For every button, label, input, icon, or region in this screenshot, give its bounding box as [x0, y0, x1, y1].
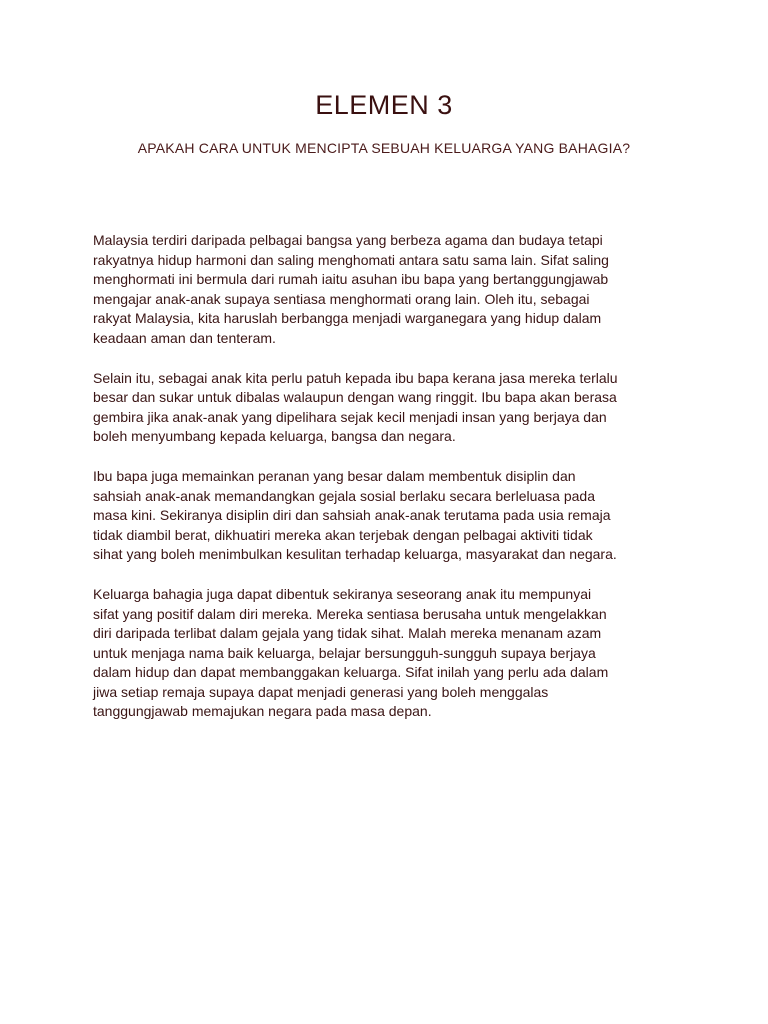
text-line: mengajar anak-anak supaya sentiasa menghormati orang lain. Oleh itu, sebagai	[93, 290, 590, 307]
text-line: dalam hidup dan dapat membanggakan keluarga. Sifat inilah yang perlu ada dalam	[93, 664, 609, 681]
paragraph-1	[93, 231, 683, 349]
text-line: jiwa setiap remaja supaya dapat menjadi generasi yang boleh menggalas	[93, 683, 549, 700]
text-line: untuk menjaga nama baik keluarga, belajar bersungguh-sungguh supaya berjaya	[93, 644, 596, 661]
text-line: tanggungjawab memajukan negara pada masa depan.	[93, 703, 432, 720]
text-line: rakyat Malaysia, kita haruslah berbangga menjadi warganegara yang hidup dalam	[93, 310, 602, 327]
document-title: ELEMEN 3	[315, 90, 453, 120]
text-line: Keluarga bahagia juga dapat dibentuk sekiranya seseorang anak itu mempunyai	[93, 585, 592, 602]
document-subtitle: APAKAH CARA UNTUK MENCIPTA SEBUAH KELUARGA YANG BAHAGIA?	[137, 140, 631, 156]
text-line: Ibu bapa juga memainkan peranan yang besar dalam membentuk disiplin dan	[93, 467, 576, 484]
text-line: sahsiah anak-anak memandangkan gejala sosial berlaku secara berleluasa pada	[93, 487, 595, 504]
paragraph-4	[93, 585, 683, 722]
text-line: boleh menyumbang kepada keluarga, bangsa dan negara.	[93, 428, 456, 445]
paragraph-3	[93, 467, 683, 565]
text-line: Selain itu, sebagai anak kita perlu patuh kepada ibu bapa kerana jasa mereka terlalu	[93, 369, 618, 386]
text-line: Malaysia terdiri daripada pelbagai bangsa yang berbeza agama dan budaya tetapi	[93, 232, 603, 248]
text-line: masa kini. Sekiranya disiplin diri dan sahsiah anak-anak terutama pada usia remaja	[93, 507, 611, 524]
text-line: keadaan aman dan tenteram.	[93, 329, 276, 346]
text-line: menghormati ini bermula dari rumah iaitu asuhan ibu bapa yang bertanggungjawab	[93, 271, 609, 288]
text-line: sihat yang boleh menimbulkan kesulitan terhadap keluarga, masyarakat dan negara.	[93, 546, 617, 563]
text-line: diri daripada terlibat dalam gejala yang tidak sihat. Malah mereka menanam azam	[93, 625, 602, 642]
document-body	[93, 231, 683, 742]
text-line: tidak diambil berat, dikhuatiri mereka akan terjebak dengan pelbagai aktiviti tidak	[93, 526, 593, 543]
text-line: besar dan sukar untuk dibalas walaupun dengan wang ringgit. Ibu bapa akan berasa	[93, 389, 617, 406]
text-line: sifat yang positif dalam diri mereka. Mereka sentiasa berusaha untuk mengelakkan	[93, 605, 607, 622]
paragraph-2	[93, 369, 683, 447]
text-line: rakyatnya hidup harmoni dan saling menghomati antara satu sama lain. Sifat saling	[93, 251, 609, 268]
text-line: gembira jika anak-anak yang dipelihara sejak kecil menjadi insan yang berjaya dan	[93, 408, 607, 425]
